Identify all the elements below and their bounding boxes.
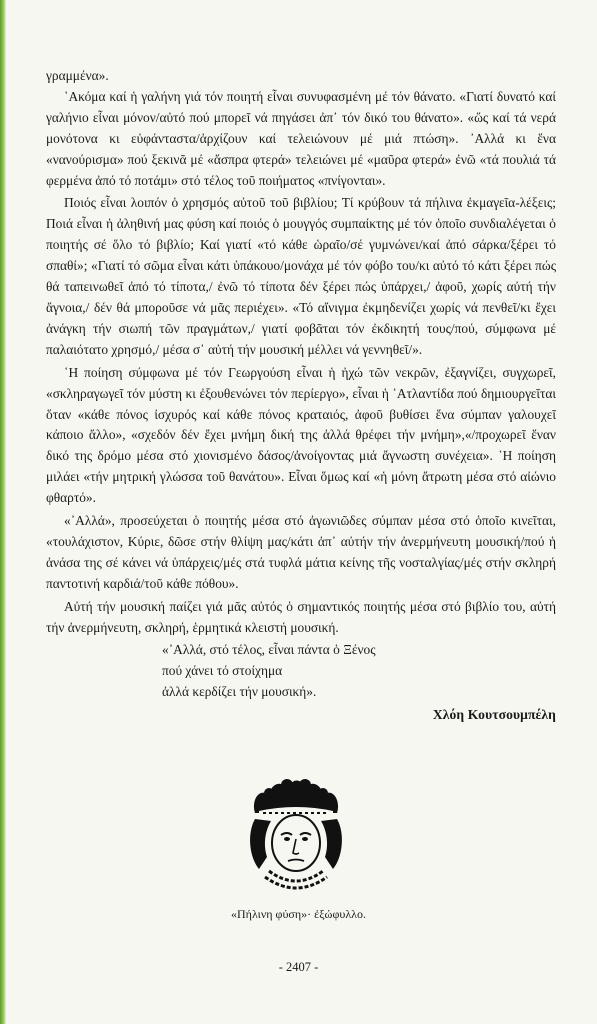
paragraph-5: «᾿Αλλά», προσεύχεται ὁ ποιητής μέσα στό ἀγωνιῶδες σύμπαν μέσα στό ὁποῖο κινεῖται, «τουλάχιστον, Κύριε, δῶσε στήν θλίψη μας/κάτι ἀπ᾿ αὐτήν τήν ἀνερμήνευτη μουσική/πού ἡ ἀνάσα της σέ κάνει νά ὑπάρχεις/μές στά τυφλά μάτια κείνης τῆς νοσταλγίας/μές στήν σκληρή παντοτινή καρδιά/τοῦ κάθε πόθου». [46, 513, 556, 591]
paragraph-3: Ποιός εἶναι λοιπόν ὁ χρησμός αὐτοῦ τοῦ βιβλίου; Τί κρύβουν τά πήλινα ἐκμαγεῖα-λέξεις; Ποιά εἶναι ἡ ἀληθινή μας φύση καί ποιός ὁ μουγγός συμπαίκτης μέ τόν ὁποῖο συνδιαλέγεται ὁ ποιητής σέ ὅλο τό βιβλίο; Καί γιατί «τό κάθε ὡραῖο/σέ γυμνώνει/καί ἀπό σάρκα/ξέρει τό σπαθί»; «Γιατί τό σῶμα εἶναι κάτι ὑπάκουο/μονάχα μέ τόν φόβο του/κι αὐτό τό κάτι ξέρει πώς θά ταπεινωθεῖ ἀπό τό τίποτα,/ ἐνῶ τό τίποτα δέν ξέρει πώς ὑπάρχει,/ ἀφοῦ, χωρίς αὐτή τήν ἄγνοια,/ δέν θά μποροῦσε νά μᾶς περιέχει». «Τό αἴνιγμα ἐκμηδενίζει χωρίς νά πενθεῖ/κι ἔχει ἀνάγκη τήν σιωπή τῶν πραγμάτων,/ γιατί φοβᾶται τόν ἐκδικητή τους/πού, σύμφωνα μέ παλαιότατο χρησμό,/ μέσα σ᾿ αὐτή τήν μουσική μέλλει νά γεννηθεῖ/». [46, 195, 556, 357]
crowned-head-engraving-icon [241, 773, 351, 898]
verse-line: «᾿Αλλά, στό τέλος, εἶναι πάντα ὁ Ξένος [162, 642, 376, 658]
paragraph-1: γραμμένα». [46, 68, 109, 83]
page-number: - 2407 - [278, 960, 319, 974]
paragraph-6: Αὐτή τήν μουσική παίζει γιά μᾶς αὐτός ὁ σημαντικός ποιητής μέσα στό βιβλίο του, αὐτή τήν ἀνερμήνευτη, σκληρή, ἑρμητικά κλειστή μουσική. [46, 598, 556, 635]
verse-line: ἀλλά κερδίζει τήν μουσική». [162, 684, 317, 700]
page-edge-strip [0, 0, 6, 1024]
verse-line: πού χάνει τό στοίχημα [162, 663, 283, 679]
paragraph-4: ῾Η ποίηση σύμφωνα μέ τόν Γεωργούση εἶναι ἡ ἠχώ τῶν νεκρῶν, ἐξαγνίζει, συγχωρεῖ, «σκληραγωγεῖ τόν μύστη κι ἐξουθενώνει τόν περίεργο», εἶναι ἡ ᾿Ατλαντίδα πού δημιουργεῖται ὅταν «κάθε πόνος ἰσχυρός καί κάθε πόνος κραταιός, ἀφοῦ βυθίσει ἕνα σύμπαν γαλουχεῖ κάποιο ἄλλο», «σχεδόν δέν ἔχει μνήμη δική της ἀλλά θρέφει τήν μνήμη»,«/προχωρεῖ ἕναν δικό της δρόμο μέσα στό χιονισμένο δάσος/ἀνοίγοντας μιά ἄγνωστη συνέχεια». ῾Η ποίηση μιλάει «τήν μητρική γλώσσα τοῦ θανάτου». Εἶναι ὅμως καί «ἡ μόνη ἄτρωτη μέσα στό αἰώνιο φθαρτό». [46, 364, 556, 506]
article-body [46, 66, 556, 726]
author-signature: Χλόη Κουτσουμπέλη [432, 707, 556, 723]
closing-verse [162, 640, 556, 703]
figure-caption: «Πήλινη φύση»· ἐξώφυλλο. [231, 907, 366, 921]
paragraph-2: ῾Ακόμα καί ἡ γαλήνη γιά τόν ποιητή εἶναι συνυφασμένη μέ τόν θάνατο. «Γιατί δυνατό καί γαλήνιο εἶναι μόνον/αὐτό πού μπορεῖ νά πηγάσει ἀπ᾿ τόν δικό του θάνατο». «ὥς καί τά νερά μονότονα κι εὐφάνταστα/ἀρχίζουν καί τελειώνουν μέ μιά πτώση». ᾿Αλλά κι ἕνα «νανούρισμα» πού ξεκινᾶ μέ «ἄσπρα φτερά» τελειώνει μέ «μαῦρα φτερά» ἐνῶ «τά πουλιά τά φερμένα ἀπό τό ποτάμι» στό τέλος τοῦ ποιήματος «πνίγονται». [46, 88, 556, 188]
